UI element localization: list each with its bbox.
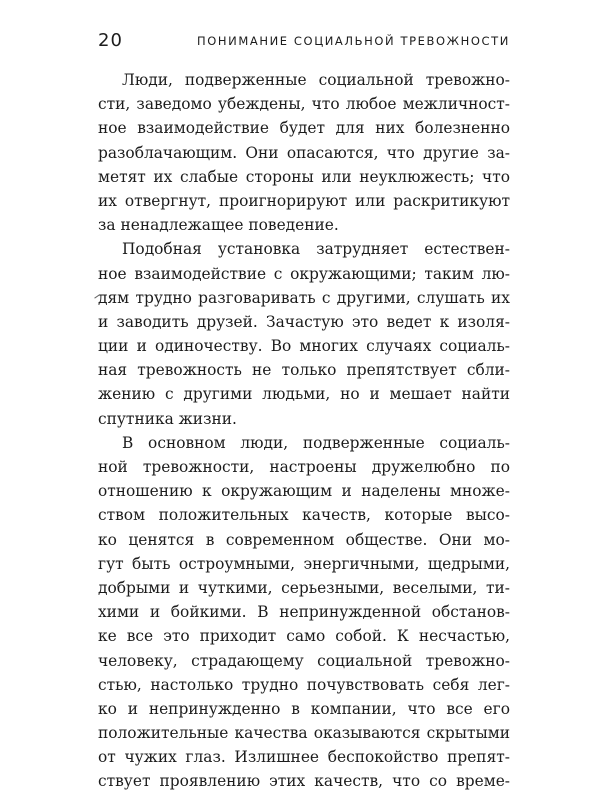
text-line: ке все это приходит само собой. К несчастью, xyxy=(98,627,510,646)
page-number: 20 xyxy=(98,30,123,51)
text-line: ством положительных качеств, которые высо- xyxy=(98,506,510,525)
text-line: жению с другими людьми, но и мешает найти xyxy=(98,385,510,404)
text-line: отношению к окружающим и наделены множе- xyxy=(98,482,510,501)
text-line: и заводить друзей. Зачастую это ведет к изоля- xyxy=(98,312,510,331)
text-line: метят их слабые стороны или неуклюжесть; что xyxy=(98,167,510,186)
text-line: Подобная установка затрудняет естествен- xyxy=(122,240,510,259)
text-line: от чужих глаз. Излишнее беспокойство препят- xyxy=(98,748,510,767)
text-line: сти, заведомо убеждены, что любое межличност- xyxy=(98,95,510,114)
text-line: хими и бойкими. В непринужденной обстанов- xyxy=(98,603,510,622)
text-line: В основном люди, подверженные социаль- xyxy=(122,433,510,452)
chapter-title: ПОНИМАНИЕ СОЦИАЛЬНОЙ ТРЕВОЖНОСТИ xyxy=(197,34,510,48)
text-line: человеку, страдающему социальной тревожно- xyxy=(98,651,510,670)
text-line: ной тревожности, настроены дружелюбно по xyxy=(98,458,510,476)
text-line: ствует проявлению этих качеств, что со време- xyxy=(98,772,510,791)
running-head xyxy=(98,30,510,54)
text-line: ции и одиночеству. Во многих случаях социаль- xyxy=(98,337,510,356)
text-line: разоблачающим. Они опасаются, что другие за- xyxy=(98,143,510,162)
text-line: за ненадлежащее поведение. xyxy=(98,216,339,235)
text-line: ко ценятся в современном обществе. Они мо- xyxy=(98,530,510,549)
text-line: Люди, подверженные социальной тревожно- xyxy=(122,71,510,89)
text-line: спутника жизни. xyxy=(98,409,237,428)
text-line: ное взаимодействие будет для них болезненно xyxy=(98,119,510,138)
body-text xyxy=(98,68,510,794)
text-line: ная тревожность не только препятствует сбли- xyxy=(98,361,510,380)
text-line: дям трудно разговаривать с другими, слушать их xyxy=(98,288,510,307)
text-line: стью, настолько трудно почувствовать себя лег- xyxy=(98,675,510,694)
text-line: их отвергнут, проигнорируют или раскритикуют xyxy=(98,191,510,210)
text-line: положительные качества оказываются скрытыми xyxy=(98,724,510,743)
text-line: ко и непринужденно в компании, что все его xyxy=(98,699,510,718)
text-line: ное взаимодействие с окружающими; таким лю- xyxy=(98,264,510,283)
text-line: добрыми и чуткими, серьезными, веселыми, ти- xyxy=(98,578,510,597)
text-line: гут быть остроумными, энергичными, щедрыми, xyxy=(98,554,510,573)
